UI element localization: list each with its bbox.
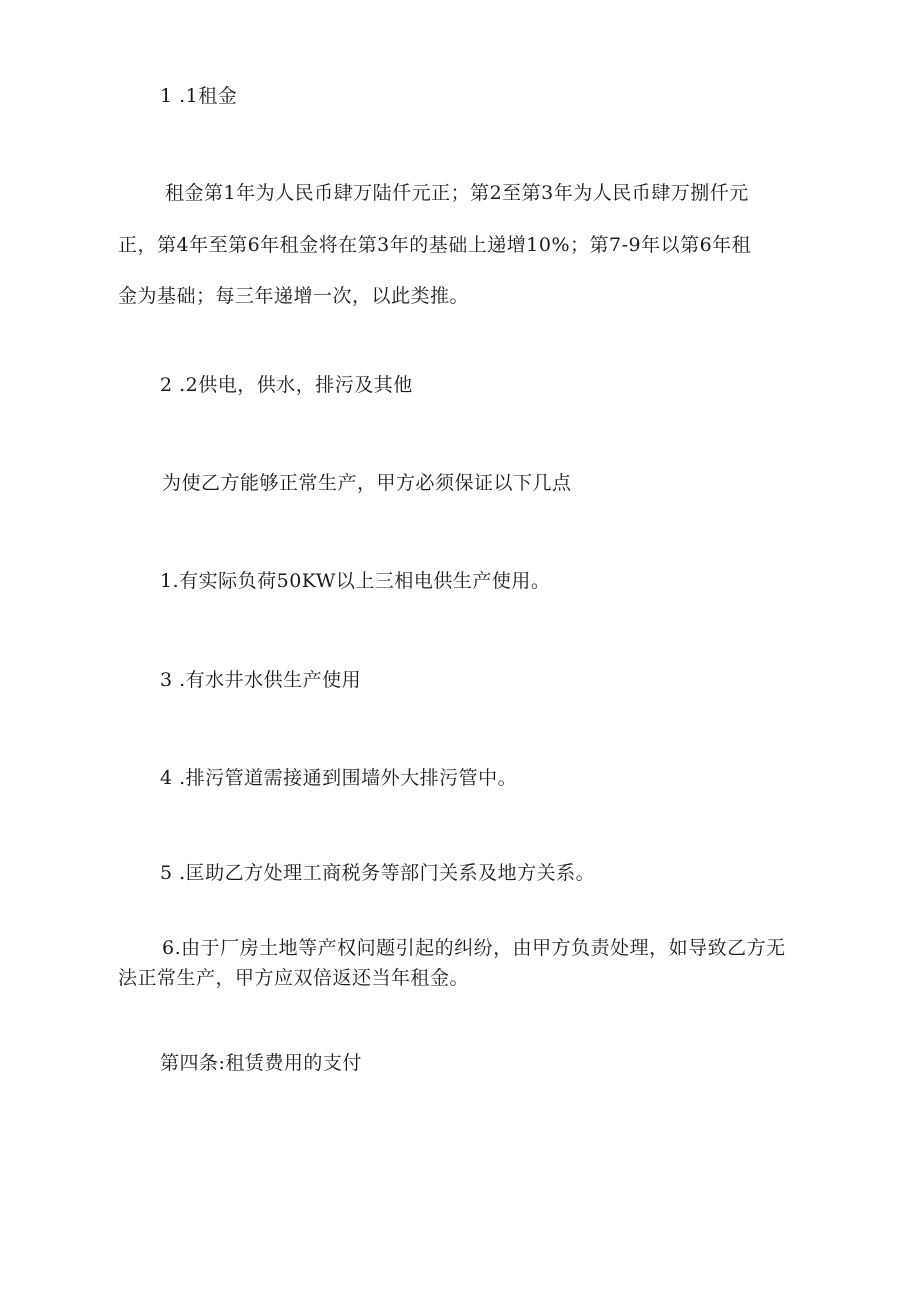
rent-paragraph-line-3: 金为基础；每三年递增一次，以此类推。: [118, 285, 470, 307]
intro-paragraph: 为使乙方能够正常生产，甲方必须保证以下几点: [162, 472, 572, 494]
rent-paragraph-line-1: 租金第1年为人民币肆万陆仟元正；第2至第3年为人民币肆万捌仟元: [165, 182, 749, 204]
section-heading-utilities: 2 .2供电，供水，排污及其他: [160, 374, 413, 396]
article-heading: 第四条:租赁费用的支付: [160, 1052, 362, 1074]
section-heading-rent: 1 .1租金: [160, 85, 238, 107]
list-item-3: 3 .有水井水供生产使用: [160, 669, 362, 691]
list-item-6-line-1: 6.由于厂房土地等产权问题引起的纠纷，由甲方负责处理，如导致乙方无: [162, 937, 786, 959]
rent-paragraph-line-2: 正，第4年至第6年租金将在第3年的基础上递增10%；第7-9年以第6年租: [118, 234, 752, 256]
list-item-4: 4 .排污管道需接通到围墙外大排污管中。: [160, 767, 518, 789]
list-item-6-line-2: 法正常生产，甲方应双倍返还当年租金。: [118, 967, 470, 989]
list-item-1: 1.有实际负荷50KW以上三相电供生产使用。: [160, 570, 551, 592]
list-item-5: 5 .匡助乙方处理工商税务等部门关系及地方关系。: [160, 862, 596, 884]
